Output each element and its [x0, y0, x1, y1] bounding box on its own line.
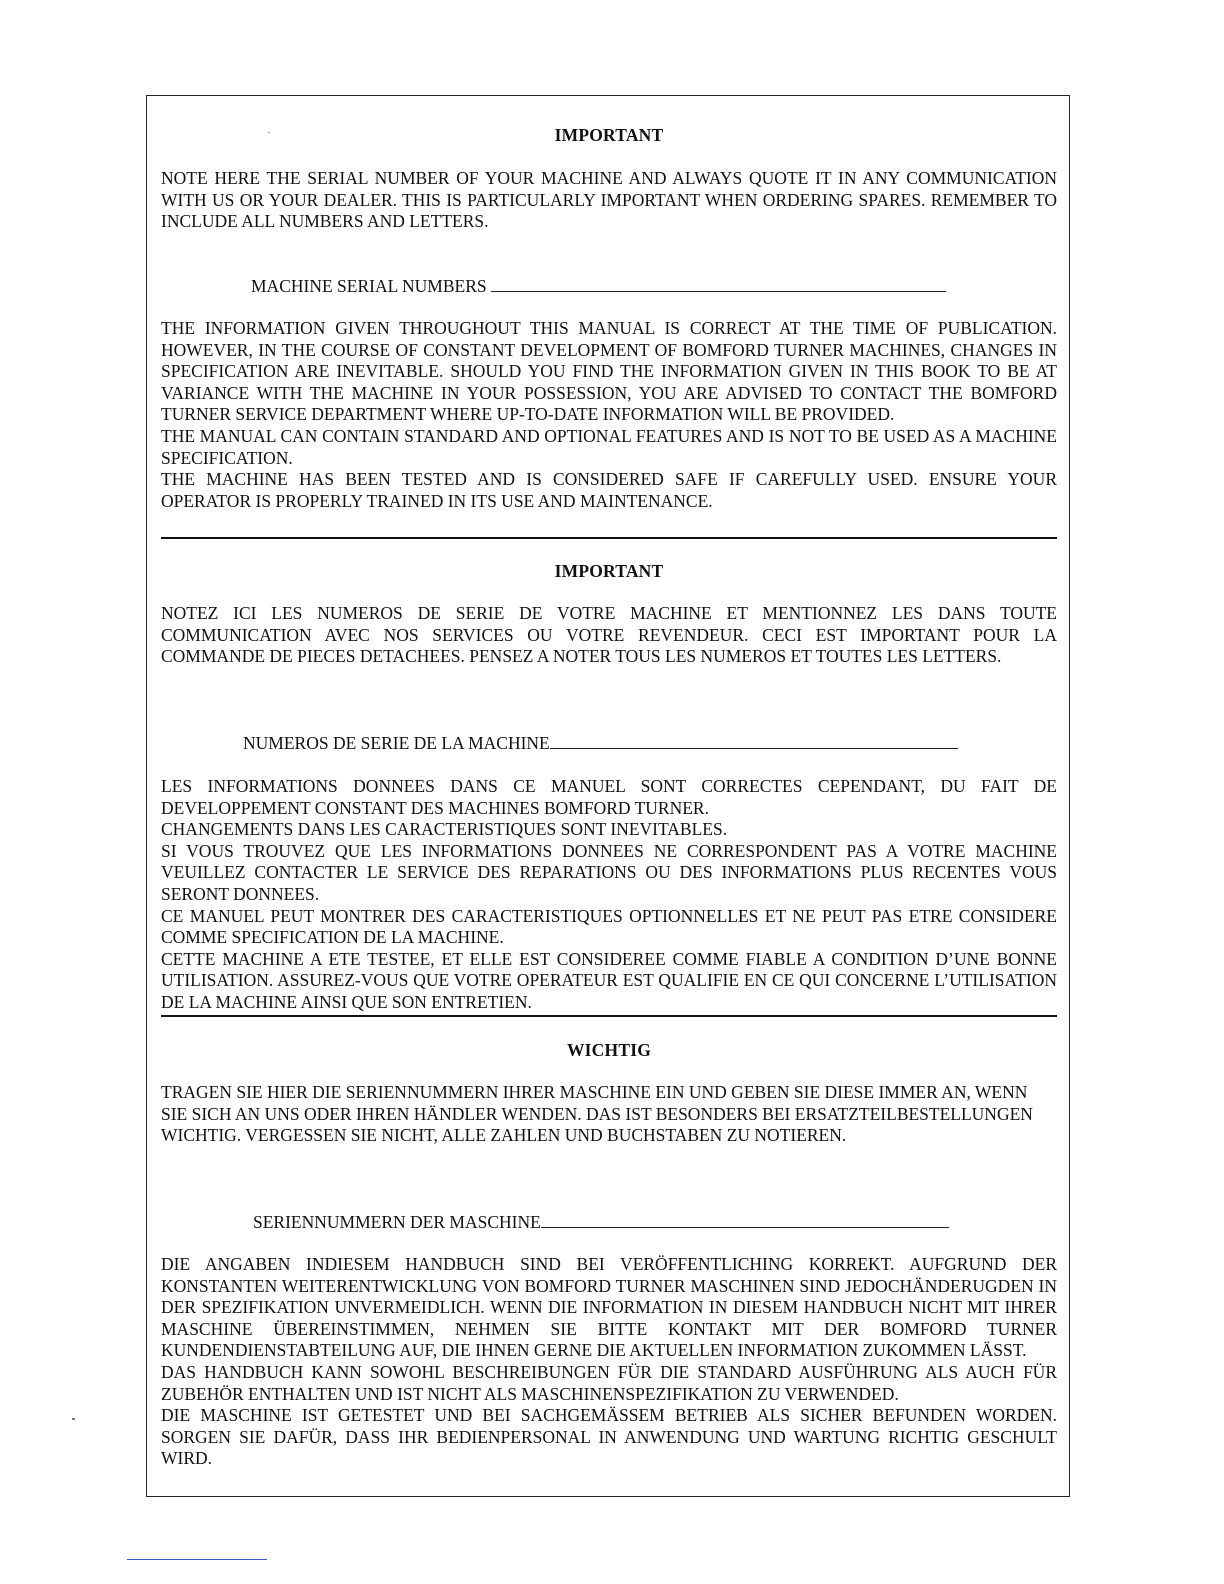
scan-artifact-dot — [72, 1418, 75, 1420]
english-body-paragraph: THE INFORMATION GIVEN THROUGHOUT THIS MANUAL IS CORRECT AT THE TIME OF PUBLICATION. HOWEVER, IN THE COURSE OF CONSTANT DEVELOPMENT OF BOMFORD TURNER MACHINES, CHANGES IN SPECIFICATION ARE INEVITABLE. SHOULD YOU FIND THE INFORMATION GIVEN IN THIS BOOK TO BE AT VARIANCE WITH THE MACHINE IN YOUR POSSESSION, YOU ARE ADVISED TO CONTACT THE BOMFORD TURNER SERVICE DEPARTMENT WHERE UP-TO-DATE INFORMATION WILL BE PROVIDED. — [161, 318, 1057, 425]
french-serial-row — [243, 733, 958, 754]
french-serial-blank-line[interactable] — [550, 733, 958, 749]
french-body-paragraph: CETTE MACHINE A ETE TESTEE, ET ELLE EST CONSIDEREE COMME FIABLE A CONDITION D’UNE BONNE UTILISATION. ASSUREZ-VOUS QUE VOTRE OPERATEUR EST QUALIFIE EN CE QUI CONCERNE L’UTILISATION DE LA MACHINE AINSI QUE SON ENTRETIEN. — [161, 948, 1057, 1012]
french-body — [161, 776, 1057, 1014]
section-divider — [161, 1015, 1057, 1017]
english-serial-blank-line[interactable] — [491, 276, 946, 292]
english-heading: IMPORTANT — [554, 125, 664, 145]
french-body-paragraph: CHANGEMENTS DANS LES CARACTERISTIQUES SONT INEVITABLES. — [161, 819, 728, 840]
german-heading: WICHTIG — [566, 1040, 652, 1060]
german-body-paragraph: DIE MASCHINE IST GETESTET UND BEI SACHGEMÄSSEM BETRIEB ALS SICHER BEFUNDEN WORDEN. SORGEN SIE DAFÜR, DASS IHR BEDIENPERSONAL IN ANWENDUNG UND WARTUNG RICHTIG GESCHULT WIRD. — [161, 1405, 1057, 1469]
english-body-paragraph: THE MANUAL CAN CONTAIN STANDARD AND OPTIONAL FEATURES AND IS NOT TO BE USED AS A MACHINE SPECIFICATION. — [161, 425, 1057, 468]
french-body-paragraph: SI VOUS TROUVEZ QUE LES INFORMATIONS DONNEES NE CORRESPONDENT PAS A VOTRE MACHINE VEUILLEZ CONTACTER LE SERVICE DES REPARATIONS OU DES INFORMATIONS PLUS RECENTES VOUS SERONT DONNEES. — [161, 840, 1057, 904]
french-serial-label: NUMEROS DE SERIE DE LA MACHINE — [243, 733, 550, 753]
german-body — [161, 1254, 1057, 1470]
german-intro-text: TRAGEN SIE HIER DIE SERIENNUMMERN IHRER MASCHINE EIN UND GEBEN SIE DIESE IMMER AN, WENN SIE SICH AN UNS ODER IHREN HÄNDLER WENDEN. DAS IST BESONDERS BEI ERSATZTEILBESTELLUNGEN WICHTIG. VERGESSEN SIE NICHT, ALLE ZAHLEN UND BUCHSTABEN ZU NOTIEREN. — [161, 1082, 1033, 1146]
footer-link-underline — [127, 1559, 267, 1560]
english-serial-label: MACHINE SERIAL NUMBERS — [251, 276, 487, 296]
french-intro-text: NOTEZ ICI LES NUMEROS DE SERIE DE VOTRE MACHINE ET MENTIONNEZ LES DANS TOUTE COMMUNICATION AVEC NOS SERVICES OU VOTRE REVENDEUR. CECI EST IMPORTANT POUR LA COMMANDE DE PIECES DETACHEES. PENSEZ A NOTER TOUS LES NUMEROS ET TOUTES LES LETTERS. — [161, 603, 1057, 667]
german-intro — [161, 1082, 1057, 1147]
section-divider — [161, 537, 1057, 539]
german-serial-row — [253, 1212, 949, 1233]
english-body — [161, 318, 1057, 512]
german-body-paragraph: DAS HANDBUCH KANN SOWOHL BESCHREIBUNGEN FÜR DIE STANDARD AUSFÜHRUNG ALS AUCH FÜR ZUBEHÖR ENTHALTEN UND IST NICHT ALS MASCHINENSPEZIFIKATION ZU VERWENDED. — [161, 1361, 1057, 1404]
french-body-paragraph: LES INFORMATIONS DONNEES DANS CE MANUEL SONT CORRECTES CEPENDANT, DU FAIT DE DEVELOPPEMENT CONSTANT DES MACHINES BOMFORD TURNER. — [161, 776, 1057, 818]
french-body-paragraph: CE MANUEL PEUT MONTRER DES CARACTERISTIQUES OPTIONNELLES ET NE PEUT PAS ETRE CONSIDERE COMME SPECIFICATION DE LA MACHINE. — [161, 905, 1057, 948]
french-heading: IMPORTANT — [554, 561, 664, 581]
german-serial-blank-line[interactable] — [541, 1212, 949, 1228]
german-body-paragraph: DIE ANGABEN INDIESEM HANDBUCH SIND BEI VERÖFFENTLICHING KORREKT. AUFGRUND DER KONSTANTEN WEITERENTWICKLUNG VON BOMFORD TURNER MASCHINEN SIND JEDOCHÄNDERUGDEN IN DER SPEZIFIKATION UNVERMEIDLICH. WENN DIE INFORMATION IN DIESEM HANDBUCH NICHT MIT IHRER MASCHINE ÜBEREINSTIMMEN, NEHMEN SIE BITTE KONTAKT MIT DER BOMFORD TURNER KUNDENDIENSTABTEILUNG AUF, DIE IHNEN GERNE DIE AKTUELLEN INFORMATION ZUKOMMEN LÄSST. — [161, 1254, 1057, 1361]
french-intro — [161, 603, 1057, 668]
english-serial-row — [251, 276, 946, 297]
english-intro — [161, 168, 1057, 233]
english-body-paragraph: THE MACHINE HAS BEEN TESTED AND IS CONSIDERED SAFE IF CAREFULLY USED. ENSURE YOUR OPERATOR IS PROPERLY TRAINED IN ITS USE AND MAINTENANCE. — [161, 469, 1057, 511]
english-intro-text: NOTE HERE THE SERIAL NUMBER OF YOUR MACHINE AND ALWAYS QUOTE IT IN ANY COMMUNICATION WITH US OR YOUR DEALER. THIS IS PARTICULARLY IMPORTANT WHEN ORDERING SPARES. REMEMBER TO INCLUDE ALL NUMBERS AND LETTERS. — [161, 168, 1057, 232]
german-serial-label: SERIENNUMMERN DER MASCHINE — [253, 1212, 541, 1232]
